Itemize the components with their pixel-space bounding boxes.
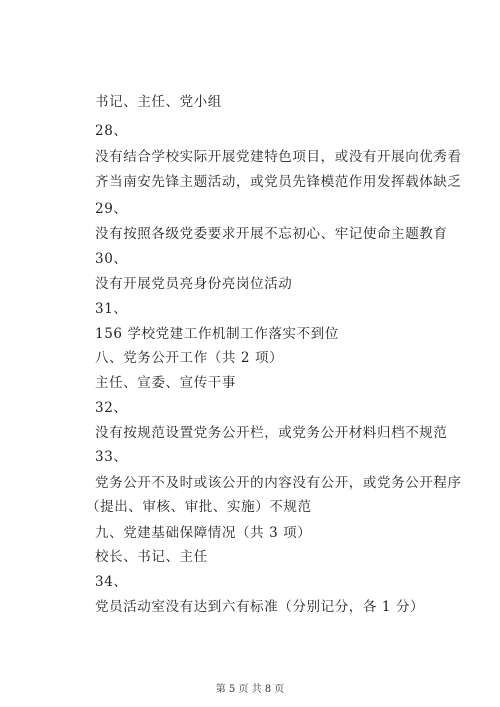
text-line: 没有按照各级党委要求开展不忘初心、牢记使命主题教育: [95, 226, 448, 242]
text-line: 没有结合学校实际开展党建特色项目，或没有开展向优秀看: [95, 149, 462, 165]
text-line: 校长、书记、主任: [95, 549, 208, 565]
section-heading: 八、党务公开工作（共 2 项）: [95, 350, 284, 366]
text-line: 主任、宣委、宣传干事: [95, 375, 236, 391]
text-line: 书记、主任、党小组: [95, 94, 222, 110]
text-line: 没有按规范设置党务公开栏，或党务公开材料归档不规范: [95, 425, 448, 441]
page-footer: 第 5 页 共 8 页: [215, 684, 285, 695]
item-number: 30、: [95, 251, 128, 267]
item-number: 33、: [95, 449, 128, 465]
text-line: 党务公开不及时或该公开的内容没有公开，或党务公开程序: [95, 475, 462, 491]
text-line: 156 学校党建工作机制工作落实不到位: [95, 326, 339, 342]
text-line: （提出、审核、审批、实施）不规范: [86, 499, 312, 515]
item-number: 34、: [95, 574, 128, 590]
section-heading: 九、党建基础保障情况（共 3 项）: [95, 525, 312, 541]
item-number: 31、: [95, 301, 128, 317]
item-number: 29、: [95, 201, 128, 217]
item-number: 32、: [95, 400, 128, 416]
item-number: 28、: [95, 123, 128, 139]
text-line: 党员活动室没有达到六有标准（分别记分，各 1 分）: [95, 599, 425, 615]
text-line: 没有开展党员亮身份亮岗位活动: [95, 276, 293, 292]
text-line: 齐当南安先锋主题活动，或党员先锋模范作用发挥载体缺乏: [95, 174, 462, 190]
